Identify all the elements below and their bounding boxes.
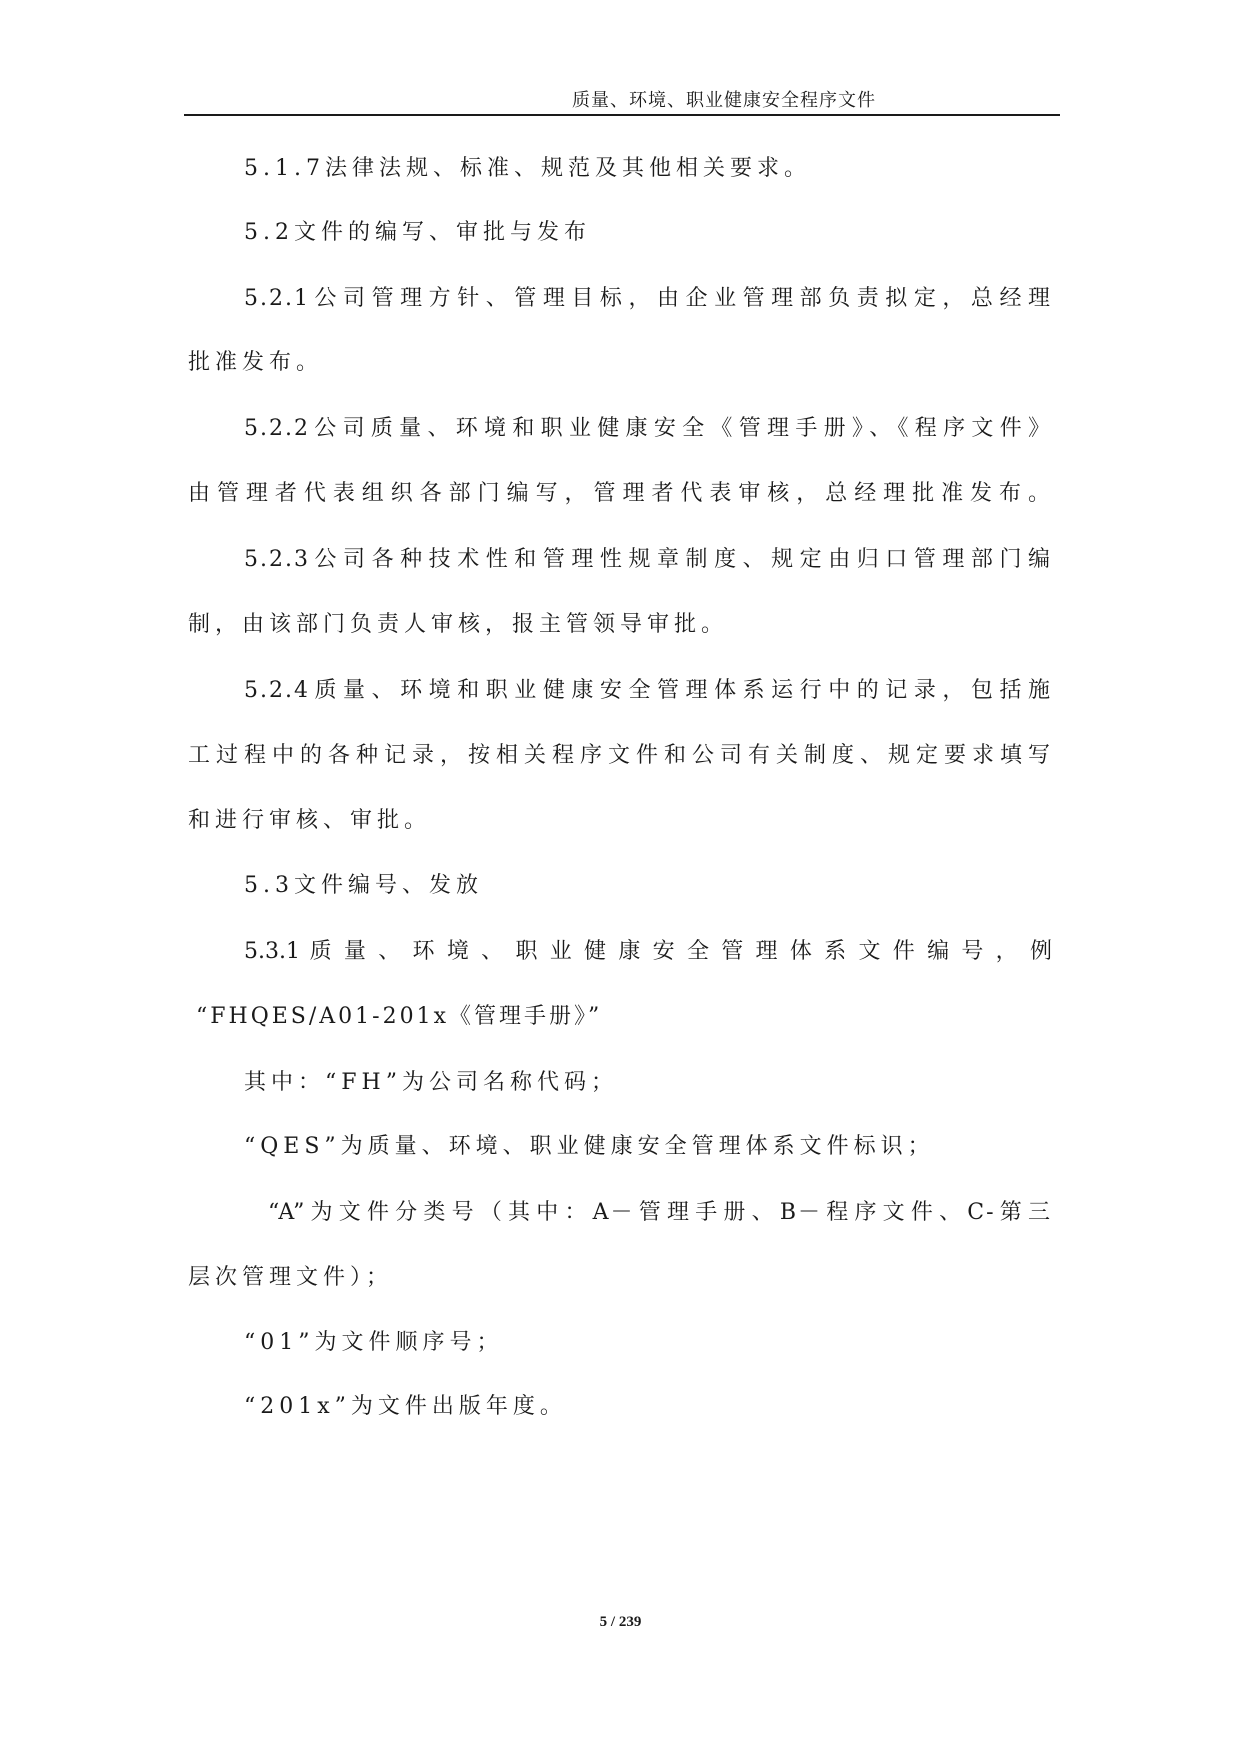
text-line: 层次管理文件）； [188,1265,394,1290]
text-line: 其中：“FH”为公司名称代码； [244,1070,618,1095]
text-line: 5.2.4质量、环境和职业健康安全管理体系运行中的记录，包括施 [244,678,1052,703]
text-line: 5.2.2公司质量、环境和职业健康安全《管理手册》、《程序文件》 [244,416,1052,441]
text-line: “A”为文件分类号（其中：A－管理手册、B－程序文件、C-第三 [268,1200,1052,1225]
text-line: 和进行审核、审批。 [188,808,432,833]
text-line: “FHQES/A01-201x《管理手册》” [196,1004,603,1029]
section-heading: 5.2文件的编写、审批与发布 [244,220,591,245]
text-line: 5.3.1 质 量 、 环 境 、 职 业 健 康 安 全 管 理 体 系 文 件 编 号 ， 例 [244,939,1052,964]
text-line: 5.1.7法律法规、标准、规范及其他相关要求。 [244,156,811,181]
text-line: 5.2.1公司管理方针、管理目标，由企业管理部负责拟定，总经理 [244,286,1052,311]
text-line: “01”为文件顺序号； [244,1330,504,1355]
text-line: 5.2.3公司各种技术性和管理性规章制度、规定由归口管理部门编 [244,547,1052,572]
text-line: “201x”为文件出版年度。 [244,1394,567,1419]
document-header-title: 质量、环境、职业健康安全程序文件 [572,90,876,111]
text-line: 由管理者代表组织各部门编写，管理者代表审核，总经理批准发布。 [188,481,1052,506]
text-line: 工过程中的各种记录，按相关程序文件和公司有关制度、规定要求填写 [188,743,1052,768]
text-line: 批准发布。 [188,350,324,375]
header-divider [184,114,1060,116]
section-heading: 5.3文件编号、发放 [244,873,483,898]
page-number: 5 / 239 [599,1614,642,1630]
text-line: 制，由该部门负责人审核，报主管领导审批。 [188,612,729,637]
text-line: “QES”为质量、环境、职业健康安全管理体系文件标识； [244,1134,935,1159]
